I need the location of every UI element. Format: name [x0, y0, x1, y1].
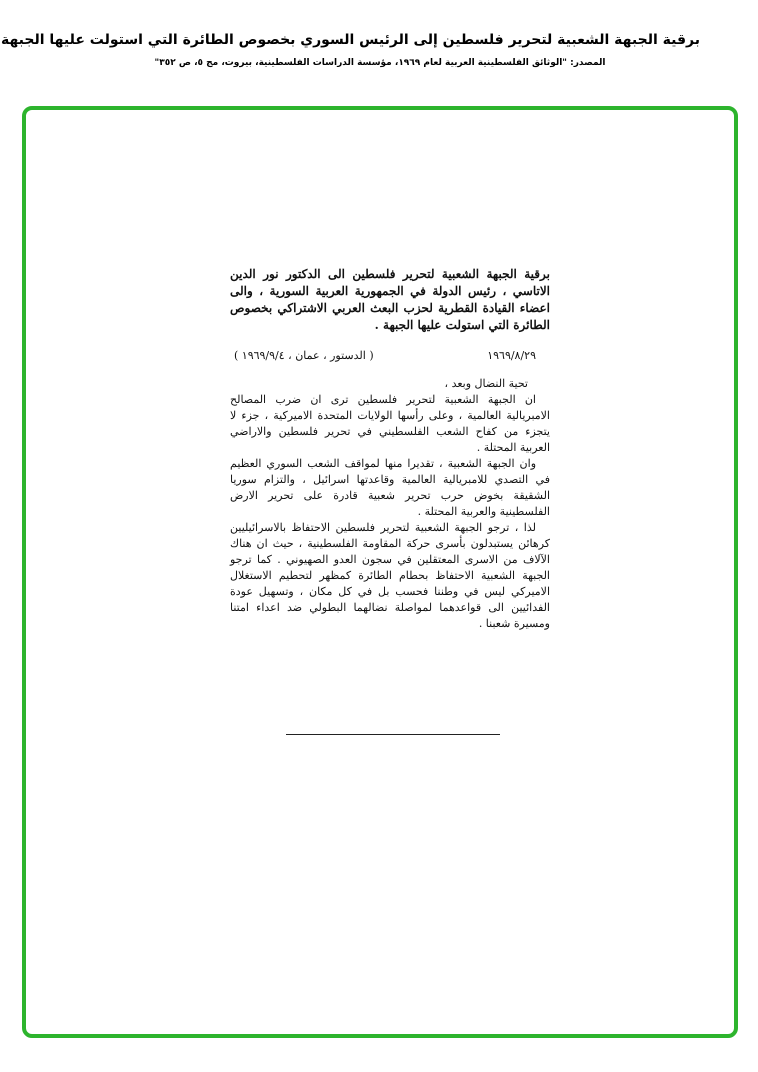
- paragraph-1: ان الجبهة الشعبية لتحرير فلسطين ترى ان ضرب المصالح الامبريالية العالمية ، وعلى رأسها الولايات المتحدة الاميركية ، جزء لا يتجزء من كفاح الشعب الفلسطيني في تحرير فلسطين والاراضي العربية المحتلة .: [230, 393, 550, 454]
- greeting: تحية النضال وبعد ،: [444, 377, 528, 390]
- telegram-heading: برقية الجبهة الشعبية لتحرير فلسطين الى الدكتور نور الدين الاتاسي ، رئيس الدولة في الجمهورية العربية السورية ، والى اعضاء القيادة القطرية لحزب البعث العربي الاشتراكي بخصوص الطائرة التي استولت عليها الجبهة .: [230, 267, 550, 332]
- telegram-document: [230, 266, 550, 632]
- paragraph-2: وان الجبهة الشعبية ، تقديرا منها لمواقف الشعب السوري العظيم في التصدي للامبريالية العالمية وقاعدتها اسرائيل ، والتزام سوريا الشقيقة بخوض حرب تحرير شعبية قادرة على تحرير الارض الفلسطينية والعربية المحتلة .: [230, 457, 550, 518]
- paragraph-3: لذا ، ترجو الجبهة الشعبية لتحرير فلسطين الاحتفاظ بالاسرائيليين كرهائن يستبدلون بأسرى حركة المقاومة الفلسطينية ، حيث ان هناك الآلاف من الاسرى المعتقلين في سجون العدو الصهيوني . كما ترجو الجبهة الشعبية الاحتفاظ بحطام الطائرة كمظهر لتحطيم الاستغلال الاميركي ليس في وطننا فحسب بل في كل مكان ، وتسهيل عودة الفدائيين الى قواعدهما لمواصلة نضالهما البطولي ضد اعداء امتنا ومسيرة شعبنا .: [230, 521, 550, 630]
- end-divider: [286, 734, 500, 735]
- telegram-date: ١٩٦٩/٨/٢٩: [487, 349, 536, 362]
- source-citation: المصدر: "الوثائق الفلسطينية العربية لعام ١٩٦٩، مؤسسة الدراسات الفلسطينية، بيروت، مج ٥، ص ٣٥٢": [154, 58, 606, 68]
- dateline: [234, 348, 536, 364]
- publication-citation: ( الدستور ، عمان ، ١٩٦٩/٩/٤ ): [234, 349, 374, 362]
- page-title: برقية الجبهة الشعبية لتحرير فلسطين إلى الرئيس السوري بخصوص الطائرة التي استولت عليها الجبهة: [0, 32, 700, 48]
